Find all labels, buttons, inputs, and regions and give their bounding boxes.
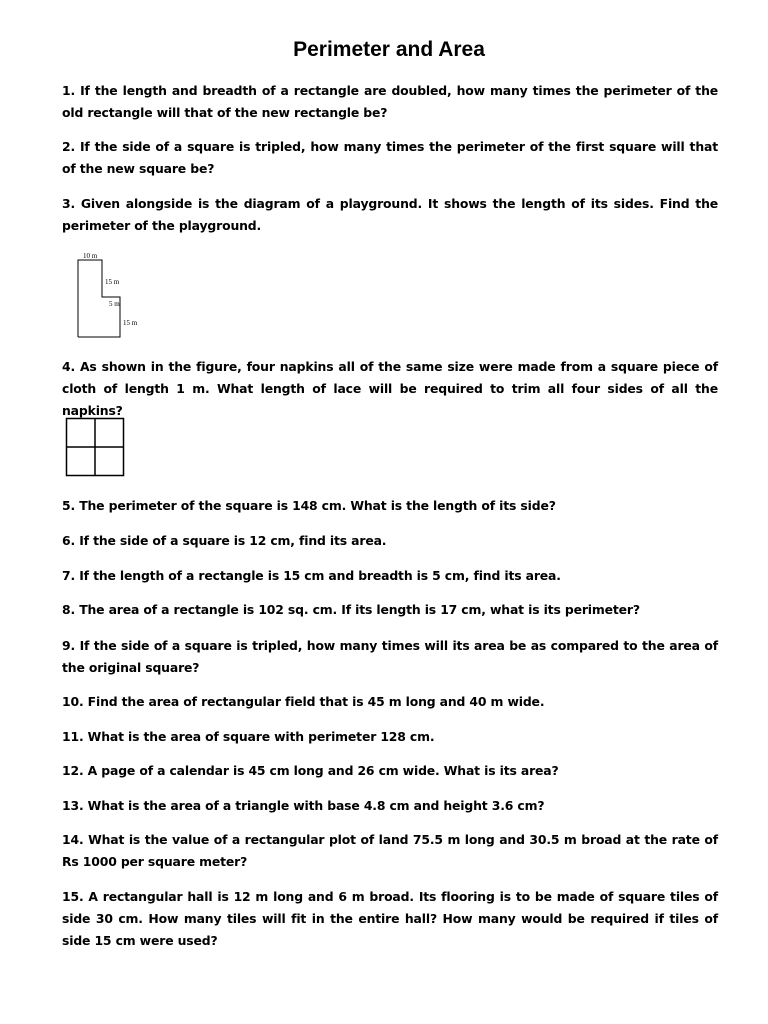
- question-text: What is the area of square with perimeter 128 cm.: [87, 729, 435, 744]
- question-13: [62, 795, 718, 817]
- question-text: Given alongside is the diagram of a playground. It shows the length of its sides. Find the perimeter of the playground.: [62, 196, 718, 233]
- question-5: [62, 495, 718, 517]
- playground-figure: [72, 250, 152, 340]
- question-9: [62, 635, 718, 679]
- question-number: 9.: [62, 638, 76, 653]
- label-step-width: 5 m: [109, 300, 120, 308]
- question-6: [62, 530, 718, 552]
- question-number: 14.: [62, 832, 84, 847]
- question-text: As shown in the figure, four napkins all of the same size were made from a square piece of cloth of length 1 m. What length of lace will be required to trim all four sides of all the napkins?: [62, 359, 718, 418]
- question-10: [62, 691, 718, 713]
- label-top-width: 10 m: [83, 252, 98, 260]
- question-number: 10.: [62, 694, 84, 709]
- question-number: 13.: [62, 798, 84, 813]
- question-number: 11.: [62, 729, 84, 744]
- question-text: If the side of a square is tripled, how many times will its area be as compared to the area of the original square?: [62, 638, 718, 675]
- napkins-figure: [65, 417, 127, 479]
- question-text: What is the area of a triangle with base 4.8 cm and height 3.6 cm?: [87, 798, 545, 813]
- question-text: If the length and breadth of a rectangle are doubled, how many times the perimeter of the old rectangle will that of the new rectangle be?: [62, 83, 718, 120]
- question-number: 2.: [62, 139, 76, 154]
- question-number: 6.: [62, 533, 76, 548]
- question-number: 3.: [62, 196, 76, 211]
- question-number: 1.: [62, 83, 76, 98]
- question-number: 15.: [62, 889, 84, 904]
- question-8: [62, 599, 718, 621]
- question-2: [62, 136, 718, 180]
- question-11: [62, 726, 718, 748]
- question-text: What is the value of a rectangular plot of land 75.5 m long and 30.5 m broad at the rate of Rs 1000 per square meter?: [62, 832, 718, 869]
- question-4: [62, 356, 718, 422]
- question-text: Find the area of rectangular field that is 45 m long and 40 m wide.: [87, 694, 545, 709]
- label-upper-height: 15 m: [105, 278, 120, 286]
- question-text: If the side of a square is tripled, how many times the perimeter of the first square will that of the new square be?: [62, 139, 718, 176]
- question-text: The perimeter of the square is 148 cm. What is the length of its side?: [79, 498, 556, 513]
- question-number: 4.: [62, 359, 76, 374]
- label-lower-height: 15 m: [123, 319, 138, 327]
- question-7: [62, 565, 718, 587]
- question-3: [62, 193, 718, 237]
- question-1: [62, 80, 718, 124]
- question-number: 12.: [62, 763, 84, 778]
- question-number: 5.: [62, 498, 76, 513]
- question-text: A rectangular hall is 12 m long and 6 m broad. Its flooring is to be made of square tiles of side 30 cm. How many tiles will fit in the entire hall? How many would be required if tiles of side 15 cm were used?: [62, 889, 718, 948]
- question-text: If the side of a square is 12 cm, find its area.: [79, 533, 387, 548]
- question-number: 7.: [62, 568, 76, 583]
- playground-outline: [78, 260, 120, 337]
- question-text: A page of a calendar is 45 cm long and 26 cm wide. What is its area?: [87, 763, 559, 778]
- page-title: Perimeter and Area: [293, 38, 485, 61]
- question-text: If the length of a rectangle is 15 cm and breadth is 5 cm, find its area.: [79, 568, 561, 583]
- question-text: The area of a rectangle is 102 sq. cm. If its length is 17 cm, what is its perimeter?: [79, 602, 640, 617]
- question-12: [62, 760, 718, 782]
- question-14: [62, 829, 718, 873]
- question-number: 8.: [62, 602, 76, 617]
- question-15: [62, 886, 718, 952]
